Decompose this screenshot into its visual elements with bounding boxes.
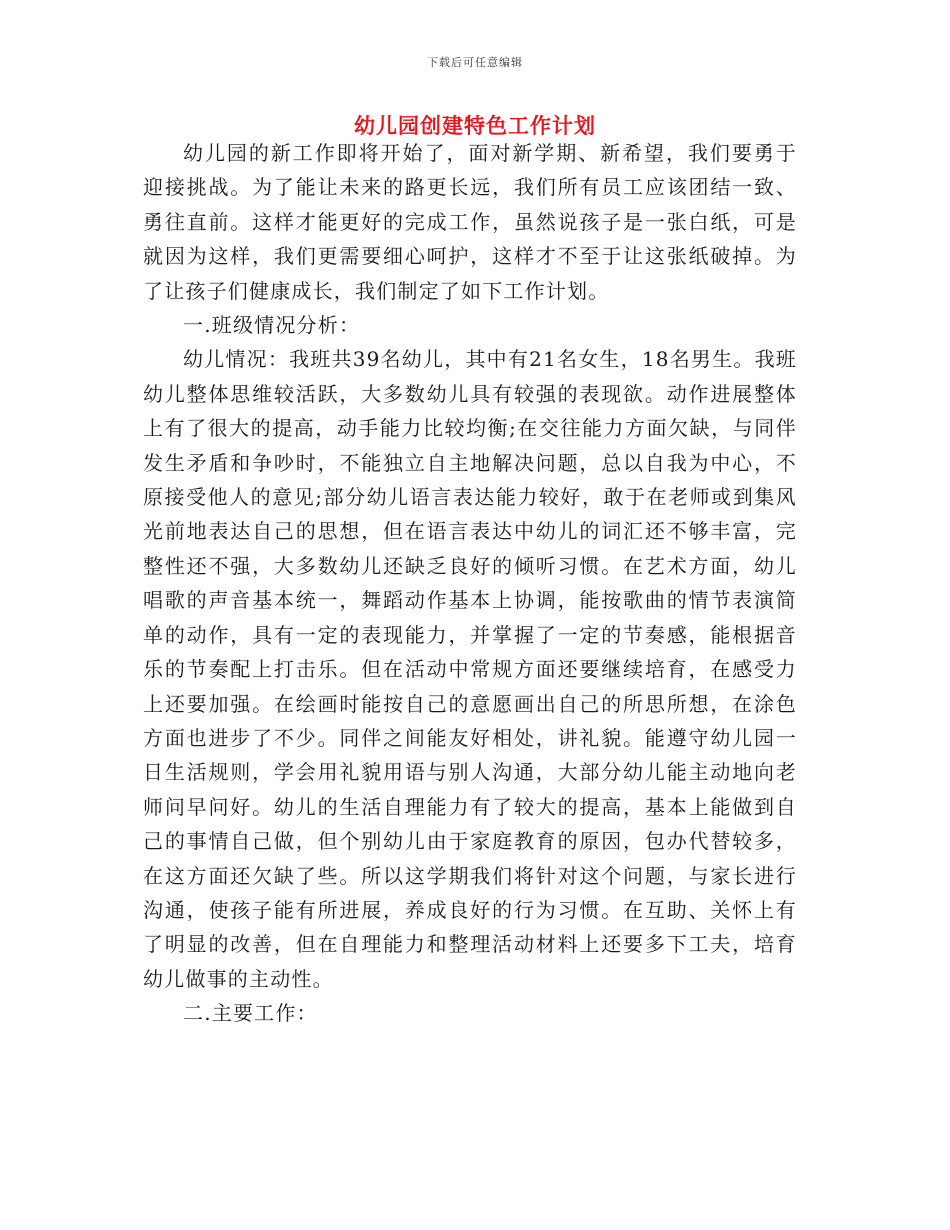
section-heading-class-analysis: 一.班级情况分析： [183, 313, 361, 338]
document-body [143, 136, 797, 1031]
page-header: 下载后可任意编辑 [427, 56, 523, 69]
document-title: 幼儿园创建特色工作计划 [354, 114, 596, 138]
paragraph-intro: 幼儿园的新工作即将开始了，面对新学期、新希望，我们要勇于迎接挑战。为了能让未来的路更长远，我们所有员工应该团结一致、勇往直前。这样才能更好的完成工作，虽然说孩子是一张白纸，可是就因为这样，我们更需要细心呵护，这样才不至于让这张纸破掉。为了让孩子们健康成长，我们制定了如下工作计划。 [143, 141, 797, 303]
section-heading-main-work: 二.主要工作： [183, 1001, 318, 1026]
paragraph-children-situation: 幼儿情况：我班共39名幼儿，其中有21名女生，18名男生。我班幼儿整体思维较活跃，大多数幼儿具有较强的表现欲。动作进展整体上有了很大的提高，动手能力比较均衡;在交往能力方面欠缺，与同伴发生矛盾和争吵时，不能独立自主地解决问题，总以自我为中心，不原接受他人的意见;部分幼儿语言表达能力较好，敢于在老师或到集风光前地表达自己的思想，但在语言表达中幼儿的词汇还不够丰富，完整性还不强，大多数幼儿还缺乏良好的倾听习惯。在艺术方面，幼儿唱歌的声音基本统一，舞蹈动作基本上协调，能按歌曲的情节表演简单的动作，具有一定的表现能力，并掌握了一定的节奏感，能根据音乐的节奏配上打击乐。但在活动中常规方面还要继续培育，在感受力上还要加强。在绘画时能按自己的意愿画出自己的所思所想，在涂色方面也进步了不少。同伴之间能友好相处，讲礼貌。能遵守幼儿园一日生活规则，学会用礼貌用语与别人沟通，大部分幼儿能主动地向老师问早问好。幼儿的生活自理能力有了较大的提高，基本上能做到自己的事情自己做，但个别幼儿由于家庭教育的原因，包办代替较多，在这方面还欠缺了些。所以这学期我们将针对这个问题，与家长进行沟通，使孩子能有所进展，养成良好的行为习惯。在互助、关怀上有了明显的改善，但在自理能力和整理活动材料上还要多下工夫，培育幼儿做事的主动性。 [143, 347, 797, 991]
